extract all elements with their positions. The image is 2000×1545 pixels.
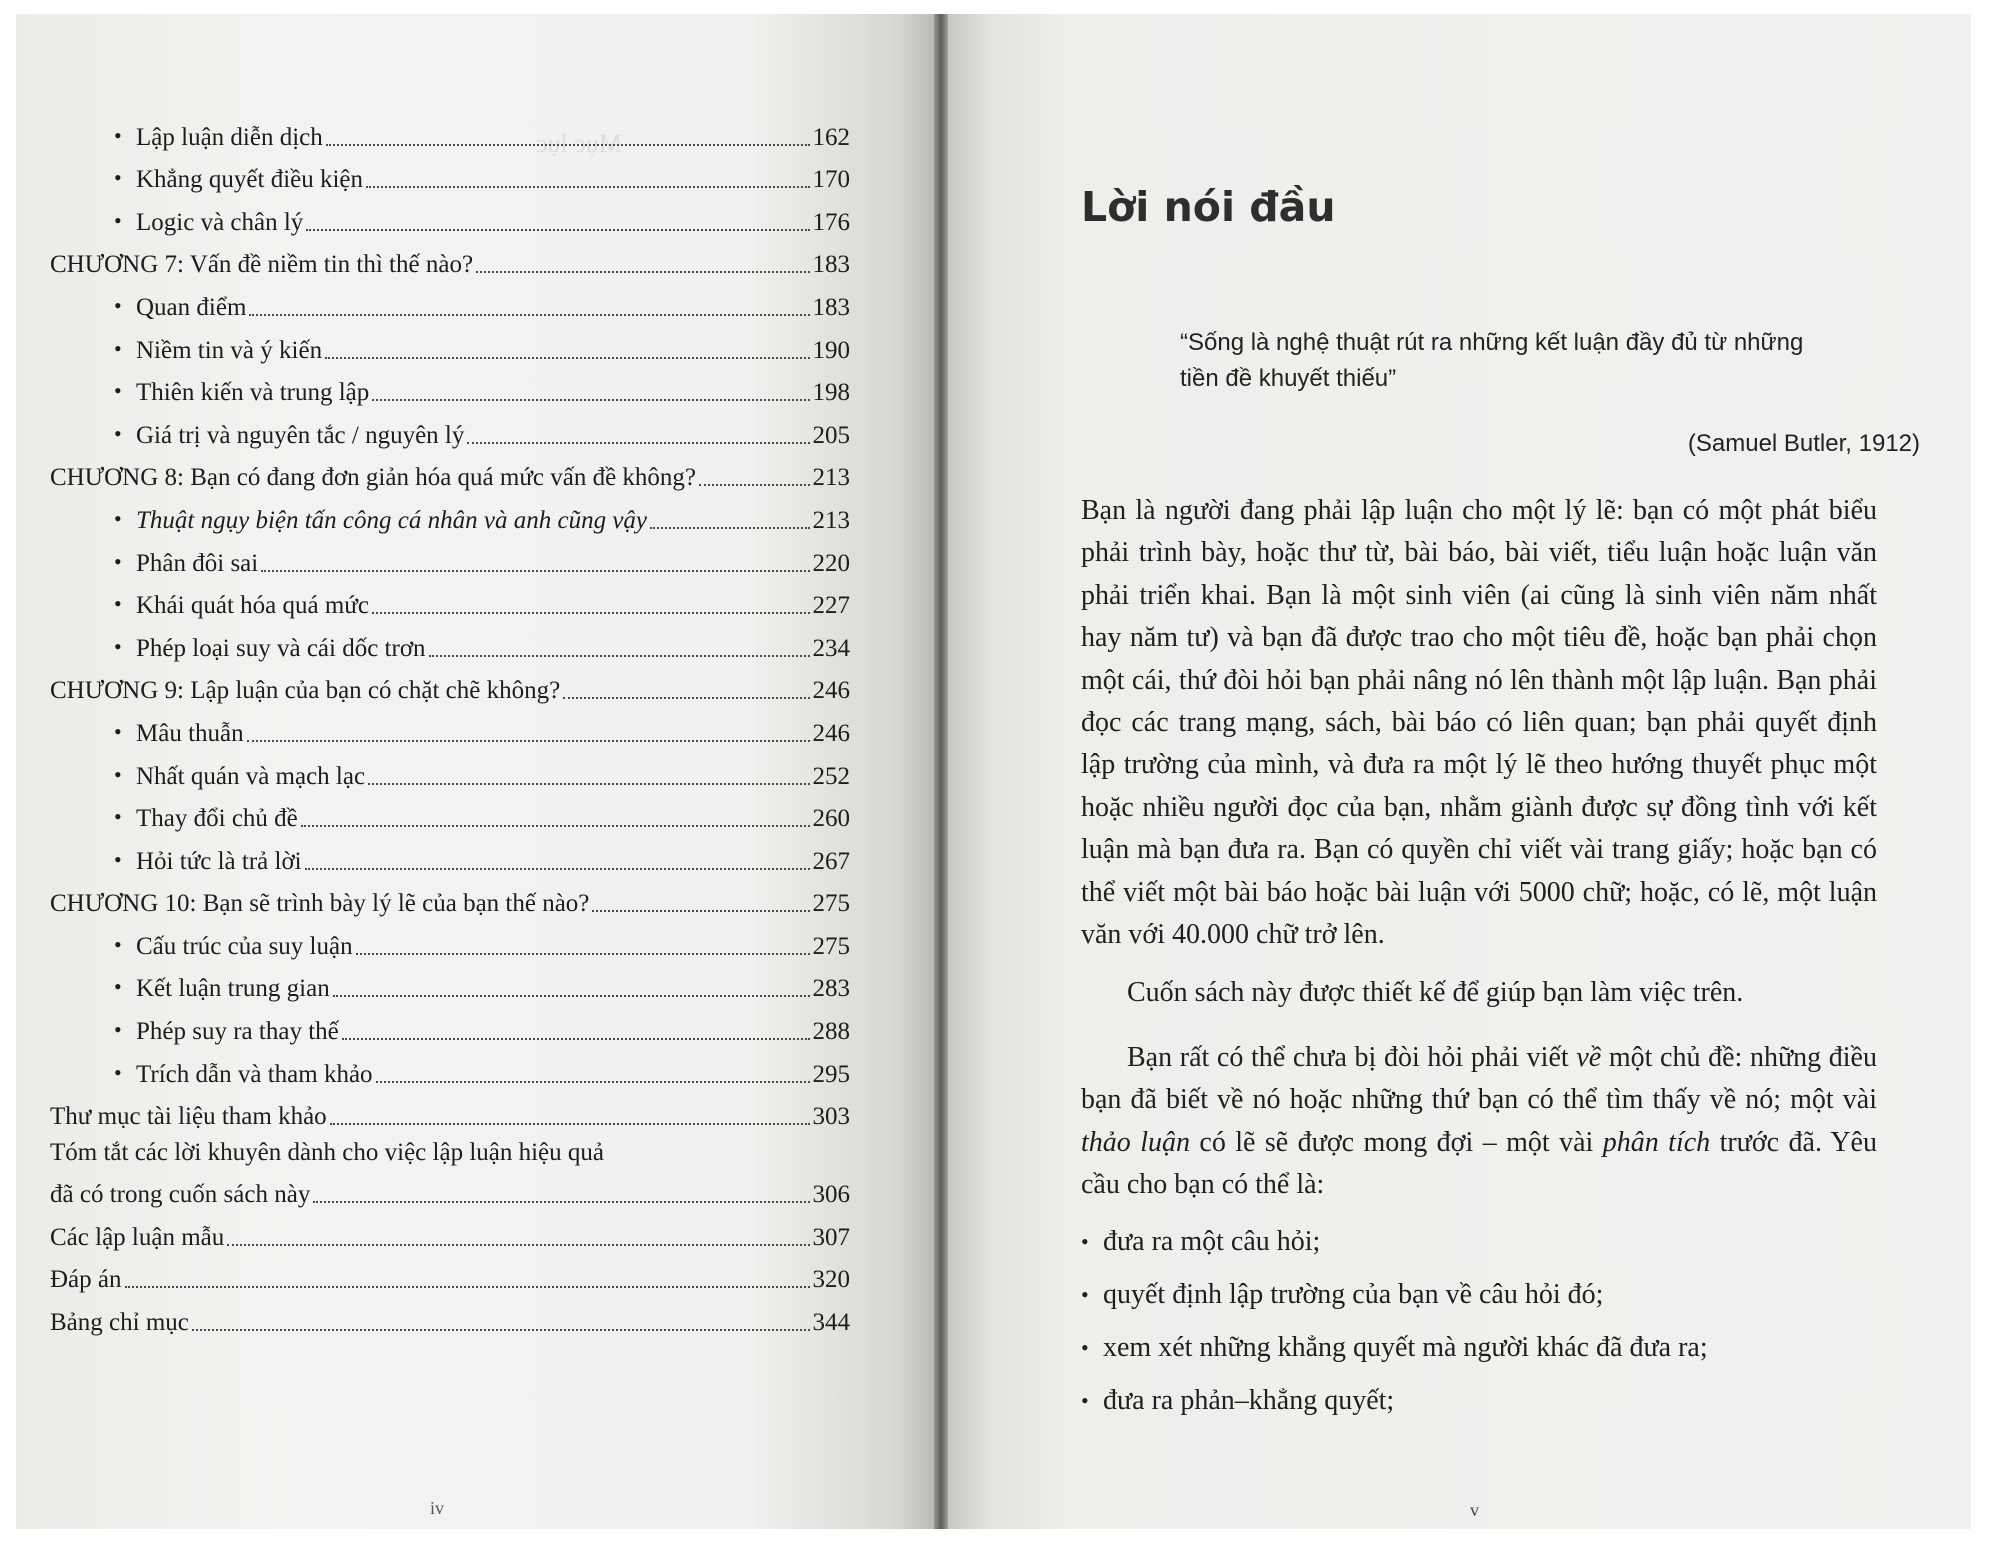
- toc-section-entry: [50, 749, 850, 792]
- toc-entry-title: Bảng chỉ mục: [50, 1309, 189, 1337]
- show-through-text: Mục lục: [536, 129, 622, 158]
- bullet-icon: •: [114, 207, 122, 233]
- dot-leader: [249, 314, 809, 316]
- italic-text: thảo luận: [1081, 1126, 1190, 1158]
- dot-leader: [699, 484, 809, 486]
- dot-leader: [333, 995, 810, 997]
- dot-leader: [650, 527, 809, 529]
- right-page-number: v: [1470, 1500, 1479, 1520]
- text-run: có lẽ sẽ được mong đợi – một vài: [1189, 1126, 1603, 1158]
- toc-page-number: 260: [812, 805, 850, 833]
- toc-section-entry: [50, 153, 850, 196]
- list-item-text: đưa ra một câu hỏi;: [1103, 1225, 1321, 1257]
- toc-section-entry: [50, 366, 850, 409]
- toc-page-number: 320: [812, 1266, 850, 1294]
- page-title: Lời nói đầu: [1081, 183, 1336, 231]
- toc-chapter-entry: [50, 664, 850, 707]
- toc-entry-title-continued: đã có trong cuốn sách này: [50, 1181, 311, 1209]
- toc-entry-title: Niềm tin và ý kiến: [136, 336, 323, 364]
- toc-entry-title: Hỏi tức là trả lời: [136, 847, 302, 875]
- toc-section-entry: [50, 792, 850, 835]
- toc-entry-title: Tóm tắt các lời khuyên dành cho việc lập luận hiệu quả: [50, 1139, 605, 1167]
- toc-section-entry: [50, 408, 850, 451]
- toc-page-number: 162: [812, 123, 850, 151]
- bullet-icon: •: [114, 1017, 122, 1043]
- toc-section-entry: [50, 621, 850, 664]
- bullet-icon: •: [114, 505, 122, 531]
- toc-page-number: 183: [812, 293, 850, 321]
- bullet-icon: •: [114, 292, 122, 318]
- toc-entry-title: Mâu thuẫn: [136, 719, 244, 747]
- toc-section-entry: [50, 834, 850, 877]
- list-item-text: quyết định lập trường của bạn về câu hỏi đó;: [1103, 1278, 1604, 1310]
- toc-section-entry: [50, 1047, 850, 1090]
- list-item-text: đưa ra phản–khẳng quyết;: [1103, 1384, 1395, 1416]
- bullet-icon: •: [114, 804, 122, 830]
- toc-page-number: 275: [812, 890, 850, 918]
- toc-page-number: 227: [812, 592, 850, 620]
- text-run: Bạn rất có thể chưa bị đòi hỏi phải viết: [1127, 1041, 1577, 1073]
- toc-chapter-entry: [50, 1132, 850, 1210]
- dot-leader: [227, 1244, 809, 1246]
- toc-page-number: 246: [812, 677, 850, 705]
- bullet-icon: •: [114, 548, 122, 574]
- toc-entry-title: Kết luận trung gian: [136, 975, 330, 1003]
- toc-entry-title: Phép suy ra thay thế: [136, 1018, 339, 1046]
- toc-entry-title: CHƯƠNG 7: Vấn đề niềm tin thì thế nào?: [50, 251, 474, 279]
- toc-entry-title: Lập luận diễn dịch: [136, 123, 323, 151]
- bullet-icon: •: [114, 591, 122, 617]
- toc-entry-title: Thuật ngụy biện tấn công cá nhân và anh cũng vậy: [136, 506, 648, 534]
- bullet-icon: •: [114, 165, 122, 191]
- bullet-icon: •: [114, 846, 122, 872]
- toc-section-entry: [50, 579, 850, 622]
- toc-section-entry: [50, 919, 850, 962]
- dot-leader: [125, 1286, 810, 1288]
- bullet-icon: •: [114, 122, 122, 148]
- toc-chapter-entry: [50, 1210, 850, 1253]
- bullet-icon: •: [114, 420, 122, 446]
- dot-leader: [592, 910, 809, 912]
- bullet-icon: •: [114, 1059, 122, 1085]
- toc-page-number: 303: [812, 1103, 850, 1131]
- toc-page-number: 234: [812, 634, 850, 662]
- list-item: [1081, 1380, 1877, 1433]
- toc-section-entry: [50, 110, 850, 153]
- dot-leader: [325, 357, 809, 359]
- toc-page-number: 288: [812, 1018, 850, 1046]
- dot-leader: [356, 953, 810, 955]
- toc-page-number: 198: [812, 379, 850, 407]
- toc-page-number: 176: [812, 208, 850, 236]
- dot-leader: [305, 868, 810, 870]
- dot-leader: [247, 740, 810, 742]
- toc-section-entry: [50, 1004, 850, 1047]
- toc-page-number: 170: [812, 166, 850, 194]
- dot-leader: [326, 144, 810, 146]
- toc-entry-title: Khái quát hóa quá mức: [136, 592, 369, 620]
- toc-entry-title: Nhất quán và mạch lạc: [136, 762, 366, 790]
- toc-page-number: 267: [812, 847, 850, 875]
- toc-page-number: 307: [812, 1223, 850, 1251]
- toc-page-number: 205: [812, 421, 850, 449]
- book-gutter: [934, 14, 948, 1529]
- dot-leader: [376, 1081, 810, 1083]
- dot-leader: [342, 1038, 810, 1040]
- toc-chapter-entry: [50, 877, 850, 920]
- bullet-icon: •: [114, 718, 122, 744]
- requirements-list: [1081, 1221, 1877, 1433]
- toc-chapter-entry: [50, 1253, 850, 1296]
- dot-leader: [330, 1123, 810, 1125]
- dot-leader: [476, 271, 809, 273]
- dot-leader: [372, 612, 810, 614]
- toc-section-entry: [50, 493, 850, 536]
- toc-section-entry: [50, 195, 850, 238]
- toc-entry-title: Thư mục tài liệu tham khảo: [50, 1103, 327, 1131]
- toc-page-number: 183: [812, 251, 850, 279]
- list-item-text: xem xét những khẳng quyết mà người khác đã đưa ra;: [1103, 1331, 1708, 1363]
- bullet-icon: •: [1081, 1387, 1089, 1413]
- toc-section-entry: [50, 323, 850, 366]
- toc-entry-title: Quan điểm: [136, 293, 247, 321]
- list-item: [1081, 1327, 1877, 1380]
- bullet-icon: •: [114, 633, 122, 659]
- dot-leader: [368, 783, 809, 785]
- toc-entry-title: Thiên kiến và trung lập: [136, 379, 370, 407]
- dot-leader: [306, 229, 809, 231]
- dot-leader: [563, 697, 809, 699]
- toc-chapter-entry: [50, 1090, 850, 1133]
- toc-page-number: 275: [812, 932, 850, 960]
- preface-body: [1081, 490, 1877, 1433]
- epigraph: “Sống là nghệ thuật rút ra những kết luận đầy đủ từ những tiền đề khuyết thiếu”: [1180, 329, 1804, 392]
- dot-leader: [366, 186, 809, 188]
- toc-entry-title: Các lập luận mẫu: [50, 1223, 225, 1251]
- text-run: trước đã. Yêu cầu cho bạn có thể là:: [1081, 1126, 1877, 1201]
- toc-entry-title: Thay đổi chủ đề: [136, 805, 298, 833]
- toc-page-number: 252: [812, 762, 850, 790]
- toc-section-entry: [50, 536, 850, 579]
- dot-leader: [301, 825, 810, 827]
- toc-page-number: 283: [812, 975, 850, 1003]
- list-item: [1081, 1221, 1877, 1274]
- italic-text: phân tích: [1602, 1126, 1711, 1158]
- toc-entry-title: Trích dẫn và tham khảo: [136, 1060, 373, 1088]
- toc-page-number: 190: [812, 336, 850, 364]
- toc-entry-title: CHƯƠNG 8: Bạn có đang đơn giản hóa quá mức vấn đề không?: [50, 464, 697, 492]
- italic-text: về: [1576, 1041, 1602, 1073]
- bullet-icon: •: [114, 761, 122, 787]
- paragraph: Bạn là người đang phải lập luận cho một lý lẽ: bạn có một phát biểu phải trình bày, hoặc thư từ, bài báo, bài viết, tiểu luận hoặc luận văn phải triển khai. Bạn là một sinh viên (ai cũng là sinh viên năm nhất hay năm tư) và bạn đã được trao cho một tiêu đề, hoặc bạn phải chọn một cái, thứ đòi hỏi bạn phải nâng nó lên thành một lập luận. Bạn phải đọc các trang mạng, sách, bài báo có liên quan; bạn phải quyết định lập trường của mình, và đưa ra một lý lẽ theo hướng thuyết phục một hoặc nhiều người đọc của bạn, nhằm giành được sự đồng tình với kết luận mà bạn đưa ra. Bạn có quyền chỉ viết vài trang giấy; hoặc bạn có thể viết một bài báo hoặc bài luận với 5000 chữ; hoặc, có lẽ, một luận văn với 40.000 chữ trở lên.: [1081, 495, 1877, 951]
- bullet-icon: •: [1081, 1281, 1089, 1307]
- bullet-icon: •: [114, 974, 122, 1000]
- dot-leader: [313, 1201, 809, 1203]
- table-of-contents: [50, 110, 850, 1338]
- epigraph-attribution: (Samuel Butler, 1912): [1687, 430, 1920, 457]
- dot-leader: [372, 399, 809, 401]
- dot-leader: [192, 1329, 810, 1331]
- list-item: [1081, 1274, 1877, 1327]
- toc-chapter-entry: [50, 451, 850, 494]
- dot-leader: [261, 570, 809, 572]
- toc-entry-title: Cấu trúc của suy luận: [136, 932, 353, 960]
- toc-entry-title: Đáp án: [50, 1266, 122, 1294]
- toc-page-number: 306: [812, 1181, 850, 1209]
- toc-entry-title: Phân đôi sai: [136, 549, 259, 577]
- toc-section-entry: [50, 962, 850, 1005]
- toc-entry-title: CHƯƠNG 10: Bạn sẽ trình bày lý lẽ của bạn thế nào?: [50, 890, 590, 918]
- toc-page-number: 213: [812, 506, 850, 534]
- bullet-icon: •: [114, 378, 122, 404]
- bullet-icon: •: [1081, 1334, 1089, 1360]
- dot-leader: [467, 442, 809, 444]
- toc-section-entry: [50, 706, 850, 749]
- toc-entry-title: CHƯƠNG 9: Lập luận của bạn có chặt chẽ không?: [50, 677, 561, 705]
- toc-entry-title: Logic và chân lý: [136, 208, 304, 236]
- toc-page-number: 220: [812, 549, 850, 577]
- text-run: một chủ đề: những điều bạn đã biết về nó hoặc những thứ bạn có thể tìm thấy về nó; một vài: [1081, 1041, 1877, 1116]
- toc-page-number: 295: [812, 1060, 850, 1088]
- toc-section-entry: [50, 280, 850, 323]
- toc-chapter-entry: [50, 1295, 850, 1338]
- toc-entry-title: Khẳng quyết điều kiện: [136, 166, 364, 194]
- toc-page-number: 213: [812, 464, 850, 492]
- toc-entry-title: Giá trị và nguyên tắc / nguyên lý: [136, 421, 465, 449]
- left-page-number: iv: [430, 1498, 445, 1518]
- toc-chapter-entry: [50, 238, 850, 281]
- paragraph: Cuốn sách này được thiết kế để giúp bạn làm việc trên.: [1127, 977, 1744, 1009]
- toc-page-number: 344: [812, 1309, 850, 1337]
- toc-page-number: 246: [812, 719, 850, 747]
- toc-entry-title: Phép loại suy và cái dốc trơn: [136, 634, 426, 662]
- bullet-icon: •: [1081, 1228, 1089, 1254]
- paragraph: [1081, 1037, 1877, 1207]
- bullet-icon: •: [114, 335, 122, 361]
- bullet-icon: •: [114, 931, 122, 957]
- dot-leader: [429, 655, 810, 657]
